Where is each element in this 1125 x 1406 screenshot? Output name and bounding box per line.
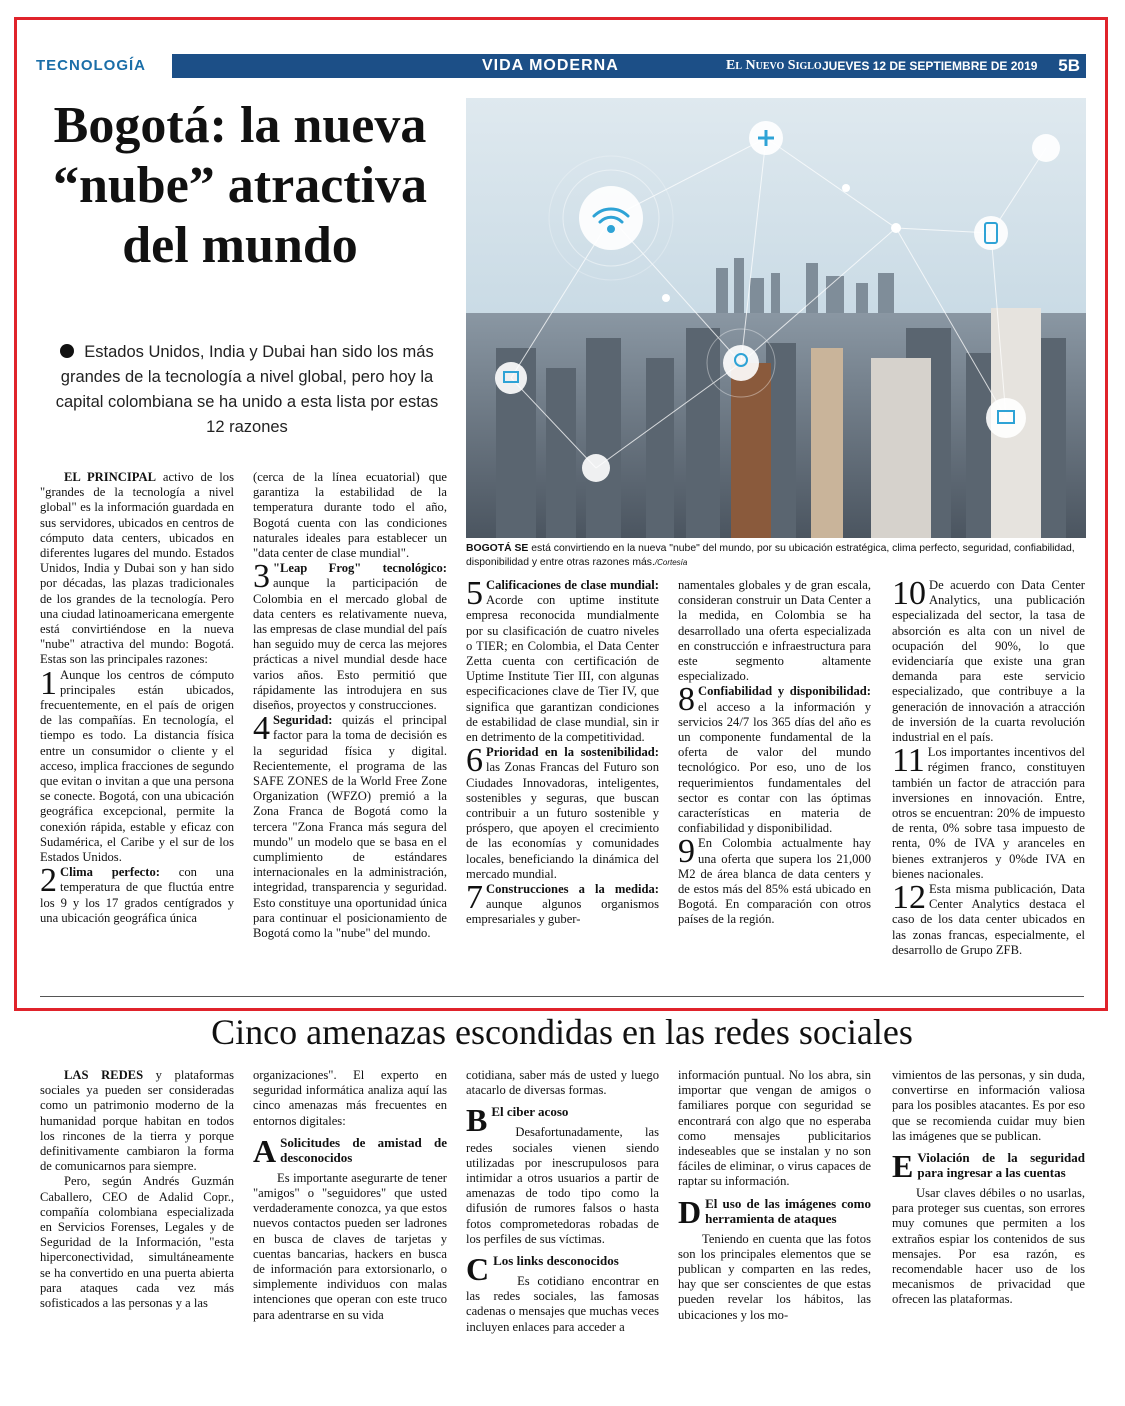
reason-number: 7: [466, 879, 483, 917]
reason-7: [466, 879, 659, 928]
reason-lead: Calificaciones de clase mundial:: [486, 578, 659, 592]
intro-paragraph: [40, 1068, 234, 1174]
reason-2: [40, 862, 234, 926]
bullet-icon: [60, 344, 74, 358]
threat-title: El uso de las imágenes como herramienta de ataques: [705, 1195, 871, 1226]
reason-lead: Construcciones a la medida:: [486, 882, 659, 897]
reason-number: 8: [678, 681, 695, 719]
reason-text: Esta misma publicación, Data Center Analytics destaca el caso de los data center ubicados en las zonas francas, especialmente, el desarrollo de Grupo ZFB.: [892, 882, 1085, 957]
threat-c-text: Es cotidiano encontrar en las redes sociales, las famosas cadenas o mensajes que muchas veces incluyen enlaces para acceder a: [466, 1274, 659, 1334]
threat-b-text: Desafortunadamente, las redes sociales vienen siendo utilizadas por inescrupulosos para intimidar a otros usuarios a partir de amenazas de todo tipo como la difusión de rumores falsos o hasta fotos comprometedoras robadas de los perfiles de sus víctimas.: [466, 1125, 659, 1246]
reason-lead: Confiabilidad y disponibilidad:: [698, 684, 871, 699]
threat-d-text: Teniendo en cuenta que las fotos son los principales elementos que se publican y comparten en las redes, hay que ser conscientes de que estas pueden revelar los hábitos, las ubicaciones y los mo-: [678, 1231, 871, 1322]
reason-text: En Colombia actualmente hay una oferta que supera los 21,000 M2 de área blanca de data centers y de estos más del 85% está ubicado en Bogotá. En comparación con otros países de la región.: [678, 836, 871, 927]
reason-number: 9: [678, 833, 695, 871]
threat-b-heading: [466, 1102, 659, 1139]
photo-caption: [466, 542, 1086, 569]
reason-10: [892, 575, 1085, 745]
threat-letter: A: [253, 1132, 277, 1169]
reason-number: 1: [40, 664, 57, 702]
article2-headline: Cinco amenazas escondidas en las redes sociales: [211, 1012, 913, 1052]
article2-column-2: [253, 1068, 447, 1323]
threat-e-text: Usar claves débiles o no usarlas, para proteger sus cuentas, son errores muy comunes que permiten a los extraños espiar los contenidos de sus mensajes. Por esa razón, es recomendable hacer uso de los mecanismos de privacidad que ofrecen las plataformas.: [892, 1186, 1085, 1307]
caption-lead: BOGOTÁ SE: [466, 543, 529, 554]
deck-text: Estados Unidos, India y Dubai han sido los más grandes de la tecnología a nivel global, pero hoy la capital colombiana se ha unido a esta lista por estas 12 razones: [55, 343, 439, 436]
reason-number: 6: [466, 742, 483, 780]
reason-lead: Clima perfecto:: [60, 865, 160, 880]
reason-text: aunque algunos organismos empresariales y guber-: [466, 897, 659, 927]
reason-text: las Zonas Francas del Futuro son Ciudades Innovadoras, inteligentes, sostenibles y seguras, que buscan contribuir a un futuro sostenible y próspero, que apoyen el crecimiento de las economías y comunidades locales, beneficiando la dinámica del mercado mundial.: [466, 760, 659, 881]
reason-text: Aunque los centros de cómputo principales están ubicados, frecuentemente, en el país de origen de las compañías. En tecnología, el tiempo es todo. La distancia física entre un consumidor o cliente y el acceso, implica fracciones de segundo que evitan o invitan a que una persona se conecte. Bogotá, con una ubicación geográfica excepcional, permite la conexión rápida, estable y eficaz con Sudamérica, el Caribe y el sur de los Estados Unidos.: [40, 667, 234, 865]
reason-text: el acceso a la información y servicios 24/7 los 365 días del año es un componente fundamental de la oferta de valor del mundo tecnológico. Por eso, uno de los requerimientos fundamentales del sector es contar con las óptimas características en materia de confiabilidad y disponibilidad.: [678, 699, 871, 836]
reason-number: 10: [892, 575, 926, 612]
continued-text: vimientos de las personas, y sin duda, convertirse en información valiosa para los posibles atacantes. Es por eso que se recomienda cuidar muy bien las imágenes que se publican.: [892, 1068, 1085, 1143]
continued-text: información puntual. No los abra, sin importar que vengan de amigos o familiares porque con seguridad se encontrará con algo que no esperaba como mensajes publicitarios indeseables que se instalan y no son fáciles de eliminar, o virus capaces de raptar su información.: [678, 1068, 871, 1189]
issue-date: JUEVES 12 DE SEPTIEMBRE DE 2019: [822, 59, 1038, 73]
caption-credit: /Cortesía: [654, 557, 688, 567]
reason-number: 3: [253, 558, 270, 596]
article-deck: [52, 340, 442, 440]
threat-title: Los links desconocidos: [493, 1253, 619, 1269]
reason-11: [892, 742, 1085, 882]
reason-lead: Prioridad en la sostenibilidad:: [486, 745, 659, 760]
threat-title: El ciber acoso: [491, 1104, 569, 1120]
article2-column-1: [40, 1068, 234, 1311]
photo-illustration: [466, 98, 1086, 538]
section-label: TECNOLOGÍA: [36, 57, 146, 74]
reason-lead: Seguridad:: [273, 713, 333, 728]
reason-text: con una temperatura de que fluctúa entre los 9 y los 17 grados centígrados y una ubicación geográfica única: [40, 865, 234, 925]
city-network-photo: [466, 98, 1086, 538]
reason-5: [466, 575, 659, 745]
reason-number: 11: [892, 742, 925, 780]
reason-3: [253, 558, 447, 713]
reason-6: [466, 742, 659, 882]
threat-letter: E: [892, 1148, 914, 1185]
reason-8: [678, 681, 871, 836]
reason-text: De acuerdo con Data Center Analytics, una publicación especializada del sector, la tasa de absorción es alta con un nivel de ocupación del 90%, lo que evidenciaría que existe una gran demanda para este servicio especializado, que contribuye a la generación de innovación a atracción de inversión de la cuarta revolución industrial en el país.: [892, 578, 1085, 745]
reason-number: 4: [253, 710, 270, 748]
article1-column-5: [892, 575, 1085, 958]
article2-column-4: [678, 1068, 871, 1323]
intro-paragraph: [40, 470, 234, 668]
reason-9: [678, 833, 871, 927]
threat-letter: C: [466, 1251, 490, 1288]
threat-d-heading: [678, 1193, 871, 1230]
continued-text: (cerca de la línea ecuatorial) que garantiza la estabilidad de la temperatura durante todo el año, Bogotá cuenta con las condiciones naturales ideales para establecer un "data center de clase mundial".: [253, 470, 447, 561]
reason-1: [40, 664, 234, 866]
paragraph: Pero, según Andrés Guzmán Caballero, CEO de Adalid Copr., compañía colombiana especializada en Servicios Forenses, Legales y de Seguridad de la Información, "esta hiperconectividad, simultáneamente se ha convertido en una puerta abierta para ataques cada vez más sofisticados a las personas y a las: [40, 1174, 234, 1311]
reason-4: [253, 710, 447, 941]
page-header: [36, 54, 1086, 78]
threat-title: Violación de la seguridad para ingresar a las cuentas: [917, 1150, 1085, 1181]
threat-a-text: Es importante asegurarte de tener "amigos" o "seguidores" que usted verdaderamente conozca, ya que estos nuevos contactos pueden ser ladrones en busca de claves de tarjetas y cuentas bancarias, hackers en busca de información para extorsionarlo, o simplemente individuos con malas intenciones que operan con este truco para adentrarse en su vida: [253, 1170, 447, 1322]
article1-column-2: [253, 470, 447, 941]
reason-text: aunque la participación de Colombia en el mercado global de data centers es relativamente nueva, las empresas de clase mundial del país han seguido muy de cerca las mejores prácticas a nivel mundial desde hace varios años. Esto permitió que rápidamente las introdujera en sus diseños, proyectos y construcciones.: [253, 576, 447, 713]
continued-text: namentales globales y de gran escala, consideran construir un Data Center a la medida, en Colombia se ha desarrollado una oferta especializada en construcción e infraestructura para este segmento altamente especializado.: [678, 578, 871, 684]
threat-letter: B: [466, 1102, 488, 1139]
threat-letter: D: [678, 1193, 702, 1230]
reason-number: 12: [892, 879, 926, 917]
threat-a-heading: [253, 1132, 447, 1169]
article-headline: Bogotá: la nueva “nube” atractiva del mundo: [52, 97, 428, 274]
threat-title: Solicitudes de amistad de desconocidos: [280, 1134, 447, 1165]
article1-column-3: [466, 575, 659, 928]
threat-c-heading: [466, 1251, 659, 1288]
intro-lead: LAS REDES: [64, 1068, 144, 1082]
article2-column-3: [466, 1068, 659, 1335]
reason-text: quizás el principal factor para la toma de decisión es la seguridad física y digital. Recientemente, el programa de las SAFE ZONES de la World Free Zone Organization (WFZO) premió a la Zona Franca de Bogotá como la tercera "Zona Franca más segura del mundo" un modelo que se basa en el cumplimiento de estándares internacionales en la administración, integridad, transparencia y seguridad. Esto constituye una oportunidad única para continuar el posicionamiento de Bogotá como la "nube" del mundo.: [253, 713, 447, 941]
page-number: 5B: [1058, 56, 1080, 75]
reason-text: Los importantes incentivos del régimen franco, constituyen también un factor de atracción para inversiones en innovación. Entre, otros se encuentran: 20% de impuesto de renta, 0% sobre tasa impuesto de renta, 0% de IVA y aranceles en bienes extranjeros y 0%de IVA en bienes nacionales.: [892, 745, 1085, 881]
paragraph: organizaciones". El experto en seguridad informática analiza aquí las cinco amenazas más frecuentes en entornos digitales:: [253, 1068, 447, 1128]
reason-number: 5: [466, 575, 483, 612]
reason-text: Acorde con uptime institute empresa reconocida mundialmente por su clasificación de cuatro niveles o TIER; en Colombia, el Data Center Zetta cuenta con certificación de Uptime Institute Tier III, con algunas especificaciones clave de Tier IV, que significa que garantizan condiciones de estabilidad de clase mundial, sin ir en detrimento de la competitividad.: [466, 593, 659, 745]
article2-column-5: [892, 1068, 1085, 1308]
reason-12: [892, 879, 1085, 958]
intro-text: activo de los "grandes de la tecnología a nivel global" es la información guardada en sus servidores, ubicados en centros de cómputo data centers, ubicados en diferentes lugares del mundo. Estados Unidos, India y Dubai son y han sido por décadas, las plazas tradicionales de los grandes de la tecnología. Pero una ciudad latinoamericana emergente está convirtiéndose en la nueva "nube" atractiva del mundo: Bogotá. Estas son las principales razones:: [40, 470, 234, 667]
article1-column-4: [678, 578, 871, 928]
intro-lead: EL PRINCIPAL: [64, 470, 157, 484]
section-title: VIDA MODERNA: [482, 57, 619, 74]
caption-text: está convirtiendo en la nueva "nube" del mundo, por su ubicación estratégica, clima perfecto, seguridad, confiabilidad, disponibilidad y entre otras razones más.: [466, 543, 1075, 568]
continued-text: cotidiana, saber más de usted y luego atacarlo de diversas formas.: [466, 1068, 659, 1098]
divider: [40, 996, 1084, 997]
reason-lead: "Leap Frog" tecnológico:: [273, 561, 447, 576]
intro-text: y plataformas sociales ya pueden ser consideradas como un patrimonio moderno de la humanidad porque habitan en todos los rincones de la tierra y porque definitivamente cambiaron la forma de comunicarnos para siempre.: [40, 1068, 234, 1174]
publication-name: El Nuevo Siglo: [726, 58, 822, 73]
article1-column-1: [40, 470, 234, 926]
threat-e-heading: [892, 1148, 1085, 1185]
reason-number: 2: [40, 862, 57, 900]
